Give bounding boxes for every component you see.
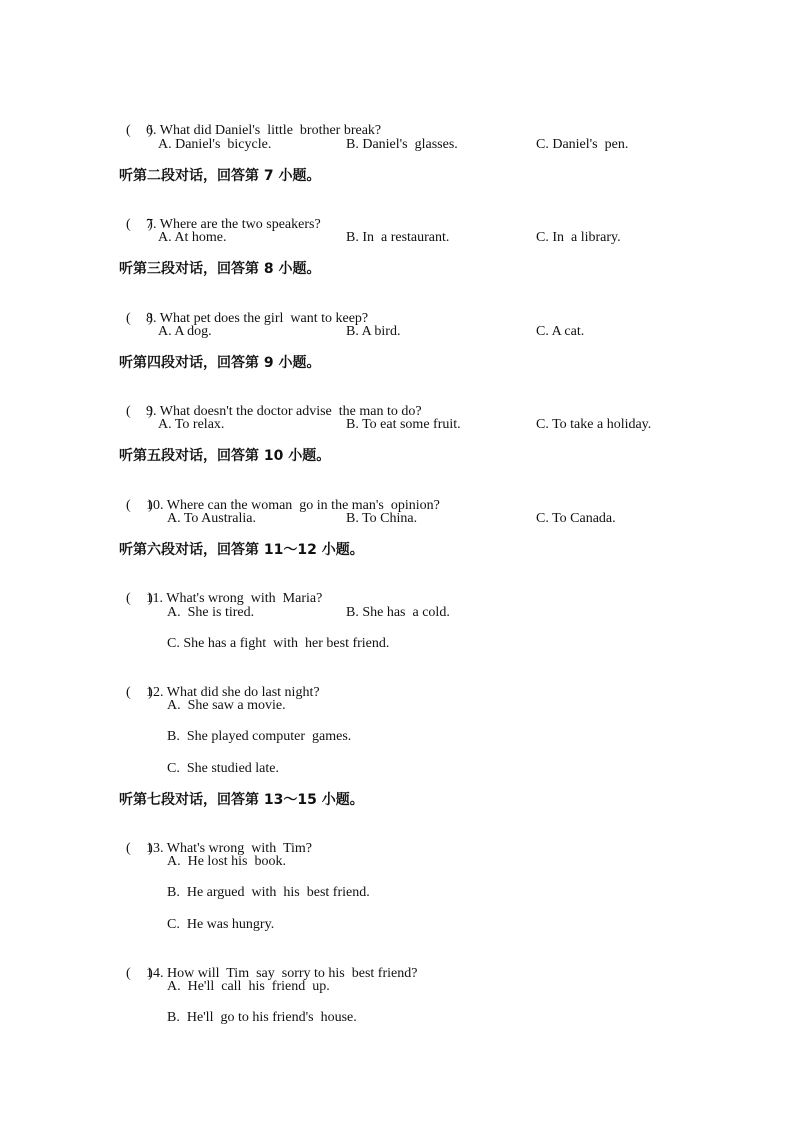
question-8: [119, 292, 368, 328]
question-text: 7. Where are the two speakers?: [146, 217, 321, 232]
option-a: A. He'll call his friend up.: [167, 979, 330, 994]
question-text: 9. What doesn't the doctor advise the man to do?: [146, 404, 422, 419]
option-a: A. At home.: [158, 230, 227, 245]
option-a: A. To Australia.: [167, 511, 256, 526]
option-a: A. Daniel's bicycle.: [158, 137, 272, 152]
option-b: B. To China.: [346, 511, 418, 526]
section-heading: 听第六段对话，回答第 11～12 小题。: [119, 542, 364, 558]
section-heading: 听第二段对话，回答第 7 小题。: [119, 168, 321, 184]
section-heading: 听第四段对话，回答第 9 小题。: [119, 355, 321, 371]
answer-blank[interactable]: ( ): [126, 404, 153, 419]
question-text: 8. What pet does the girl want to keep?: [146, 311, 369, 326]
option-c: C. To Canada.: [536, 511, 616, 526]
answer-blank[interactable]: ( ): [126, 311, 153, 326]
answer-blank[interactable]: ( ): [126, 217, 153, 232]
option-a: A. She is tired.: [167, 605, 255, 620]
option-a: A. She saw a movie.: [167, 698, 286, 713]
option-a: A. He lost his book.: [167, 854, 286, 869]
section-heading: 听第三段对话，回答第 8 小题。: [119, 261, 321, 277]
option-b: B. To eat some fruit.: [346, 417, 461, 432]
option-b: B. He argued with his best friend.: [167, 885, 370, 900]
option-b: B. Daniel's glasses.: [346, 137, 458, 152]
answer-blank[interactable]: ( ): [126, 841, 153, 856]
option-b: B. A bird.: [346, 324, 401, 339]
question-text: 13. What's wrong with Tim?: [146, 841, 312, 856]
option-c: C. She has a fight with her best friend.: [167, 636, 390, 651]
option-b: B. She played computer games.: [167, 729, 352, 744]
answer-blank[interactable]: ( ): [126, 966, 153, 981]
answer-blank[interactable]: ( ): [126, 591, 153, 606]
section-heading: 听第五段对话，回答第 10 小题。: [119, 448, 331, 464]
question-text: 14. How will Tim say sorry to his best friend?: [146, 966, 418, 981]
section-heading: 听第七段对话，回答第 13～15 小题。: [119, 792, 364, 808]
answer-blank[interactable]: ( ): [126, 123, 153, 138]
question-text: 11. What's wrong with Maria?: [146, 591, 323, 606]
option-a: A. To relax.: [158, 417, 225, 432]
answer-blank[interactable]: ( ): [126, 685, 153, 700]
question-text: 6. What did Daniel's little brother break?: [146, 123, 382, 138]
question-6: [119, 104, 381, 140]
option-c: C. He was hungry.: [167, 917, 275, 932]
option-b: B. He'll go to his friend's house.: [167, 1010, 357, 1025]
option-c: C. Daniel's pen.: [536, 137, 629, 152]
option-c: C. She studied late.: [167, 761, 279, 776]
question-text: 10. Where can the woman go in the man's opinion?: [146, 498, 440, 513]
option-b: B. She has a cold.: [346, 605, 450, 620]
answer-blank[interactable]: ( ): [126, 498, 153, 513]
option-b: B. In a restaurant.: [346, 230, 450, 245]
option-c: C. In a library.: [536, 230, 621, 245]
option-a: A. A dog.: [158, 324, 212, 339]
option-c: C. To take a holiday.: [536, 417, 652, 432]
option-c: C. A cat.: [536, 324, 585, 339]
question-text: 12. What did she do last night?: [146, 685, 320, 700]
question-11: [119, 572, 322, 608]
